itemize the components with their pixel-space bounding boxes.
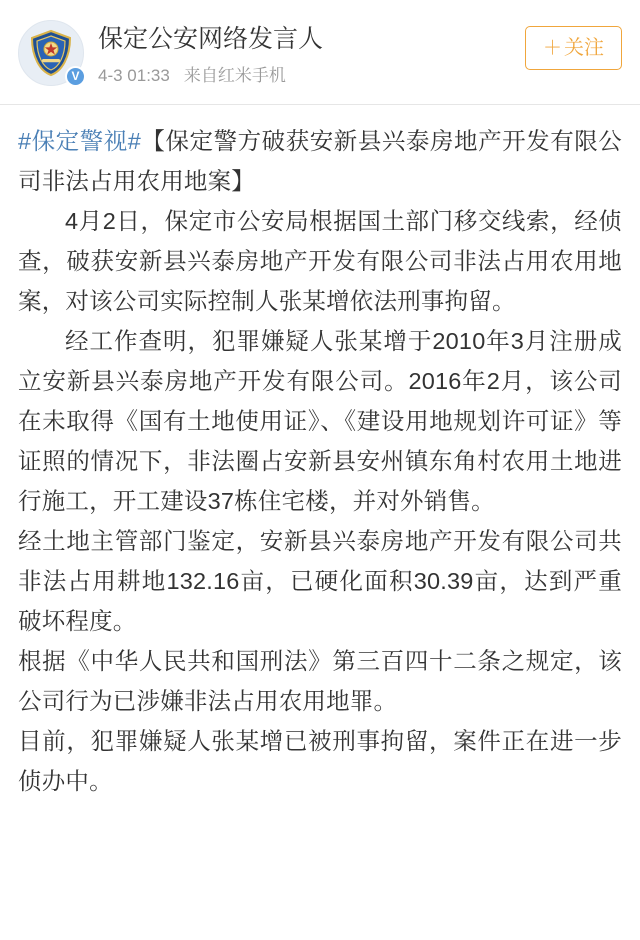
post-meta — [98, 64, 517, 88]
post-timestamp: 4-3 01:33 — [98, 66, 170, 85]
post-headline — [18, 121, 622, 201]
headline-title: 【保定警方破获安新县兴泰房地产开发有限公司非法占用农用地案】 — [18, 128, 623, 194]
account-info — [98, 20, 517, 88]
post-source[interactable]: 来自红米手机 — [183, 66, 286, 85]
post-paragraph: 4月2日，保定市公安局根据国土部门移交线索，经侦查，破获安新县兴泰房地产开发有限公司非法占用农用地案，对该公司实际控制人张某增依法刑事拘留。 — [18, 208, 622, 314]
post-header — [0, 0, 640, 98]
follow-button[interactable] — [525, 26, 622, 70]
hashtag-link[interactable]: #保定警视# — [18, 128, 142, 154]
account-name[interactable]: 保定公安网络发言人 — [98, 25, 324, 53]
post-paragraph: 经工作查明，犯罪嫌疑人张某增于2010年3月注册成立安新县兴泰房地产开发有限公司。2016年2月，该公司在未取得《国有土地使用证》、《建设用地规划许可证》等证照的情况下，非法圈占安新县安州镇东角村农用土地进行施工，开工建设37栋住宅楼，并对外销售。 — [18, 328, 622, 514]
avatar[interactable] — [18, 20, 84, 86]
post-paragraph: 经土地主管部门鉴定，安新县兴泰房地产开发有限公司共非法占用耕地132.16亩，已硬化面积30.39亩，达到严重破坏程度。 — [18, 528, 622, 634]
plus-icon: ＋ — [542, 38, 562, 59]
verified-badge: V — [65, 66, 86, 87]
post-paragraph: 根据《中华人民共和国刑法》第三百四十二条之规定，该公司行为已涉嫌非法占用农用地罪。 — [18, 648, 622, 714]
follow-button-label: 关注 — [564, 37, 604, 59]
post-content — [0, 105, 640, 801]
post-paragraph: 目前，犯罪嫌疑人张某增已被刑事拘留，案件正在进一步侦办中。 — [18, 728, 622, 794]
